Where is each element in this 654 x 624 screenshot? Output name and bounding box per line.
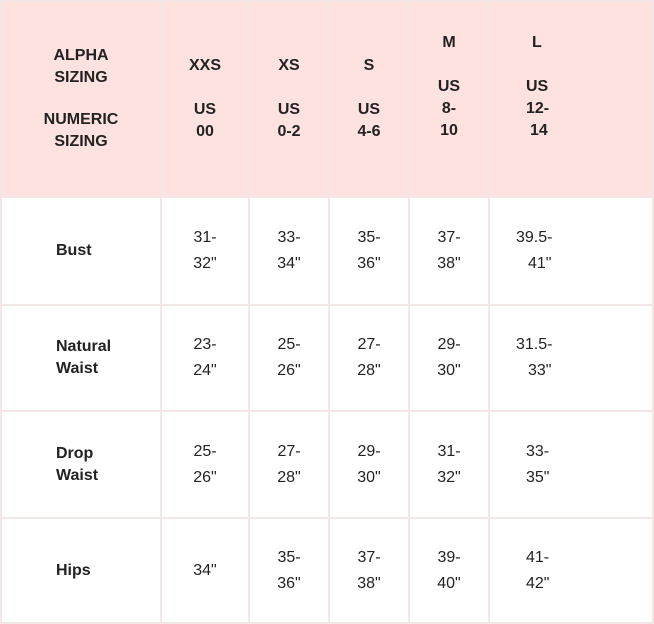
measurement-cell <box>161 197 249 305</box>
measurement-cell <box>249 411 329 518</box>
measurement-line1: 31- <box>437 442 461 460</box>
row-label <box>1 305 161 411</box>
row-label <box>1 518 161 623</box>
measurement-cell <box>249 518 329 623</box>
alpha-sizing-label-line2: SIZING <box>54 69 108 86</box>
measurement-line1: 34" <box>193 561 217 579</box>
measurement-line1: 37- <box>357 548 381 566</box>
size-alpha: XS <box>278 57 300 74</box>
measurement-line1: 41- <box>526 548 550 566</box>
measurement-row-bust <box>1 197 653 305</box>
size-alpha: XXS <box>188 57 221 74</box>
row-label-line1: Natural <box>56 338 112 355</box>
measurement-cell <box>161 305 249 411</box>
row-label <box>1 411 161 518</box>
size-col-xxs <box>161 1 249 197</box>
measurement-line1: 31- <box>193 229 217 246</box>
size-us-label: US <box>526 78 549 95</box>
size-col-l <box>489 1 653 197</box>
measurement-line2: 36" <box>277 574 301 592</box>
measurement-cell <box>409 411 489 518</box>
measurement-line1: 35- <box>357 229 381 246</box>
alpha-sizing-label-line1: ALPHA <box>53 47 109 64</box>
measurement-cell <box>409 518 489 623</box>
size-us-value-line2: 14 <box>530 122 548 139</box>
measurement-line2: 38" <box>437 255 461 272</box>
row-label-line2: Waist <box>56 360 99 377</box>
size-us-value: 0-2 <box>277 123 301 140</box>
numeric-sizing-label-line2: SIZING <box>54 133 108 150</box>
measurement-line1: 39.5- <box>516 229 553 246</box>
size-us-label: US <box>437 78 461 95</box>
measurement-row-drop-waist <box>1 411 653 518</box>
row-label-line1: Bust <box>56 242 92 259</box>
measurement-line2: 24" <box>193 362 217 379</box>
measurement-line2: 34" <box>277 255 301 272</box>
measurement-line2: 33" <box>528 362 552 379</box>
measurement-cell <box>329 305 409 411</box>
size-us-value-line1: 12- <box>526 100 550 117</box>
measurement-line1: 35- <box>277 548 301 566</box>
measurement-line1: 25- <box>277 336 301 353</box>
measurement-cell <box>249 305 329 411</box>
measurement-line1: 27- <box>357 336 381 353</box>
measurement-line2: 26" <box>193 468 217 486</box>
measurement-cell <box>489 518 653 623</box>
size-us-label: US <box>277 101 301 118</box>
measurement-line2: 38" <box>357 574 381 592</box>
size-alpha: L <box>532 34 542 51</box>
measurement-line2: 30" <box>437 362 461 379</box>
measurement-line2: 41" <box>528 255 552 272</box>
row-label <box>1 197 161 305</box>
measurement-line1: 25- <box>193 442 217 460</box>
measurement-cell <box>329 197 409 305</box>
measurement-cell <box>161 518 249 623</box>
measurement-line1: 31.5- <box>516 336 553 353</box>
size-col-s <box>329 1 409 197</box>
measurement-line1: 37- <box>437 229 461 246</box>
measurement-cell <box>249 197 329 305</box>
row-label-line1: Drop <box>56 444 94 462</box>
size-us-value: 00 <box>196 123 214 140</box>
measurement-line1: 27- <box>277 442 301 460</box>
size-col-xs <box>249 1 329 197</box>
row-label-line2: Waist <box>56 466 99 484</box>
measurement-row-natural-waist <box>1 305 653 411</box>
measurement-line1: 39- <box>437 548 461 566</box>
measurement-line1: 29- <box>357 442 381 460</box>
size-us-value-line2: 10 <box>440 122 458 139</box>
measurement-line2: 28" <box>357 362 381 379</box>
measurement-line1: 29- <box>437 336 461 353</box>
header-row <box>1 1 653 197</box>
measurement-line1: 33- <box>277 229 301 246</box>
size-alpha: S <box>363 57 375 74</box>
measurement-line2: 28" <box>277 468 301 486</box>
measurement-line2: 30" <box>357 468 381 486</box>
numeric-sizing-label-line1: NUMERIC <box>43 111 119 128</box>
measurement-line2: 42" <box>526 574 550 592</box>
measurement-line2: 36" <box>357 255 381 272</box>
measurement-line2: 40" <box>437 574 461 592</box>
measurement-cell <box>489 411 653 518</box>
row-label-line1: Hips <box>56 561 91 579</box>
size-us-label: US <box>193 101 217 118</box>
measurement-line2: 26" <box>277 362 301 379</box>
measurement-cell <box>329 518 409 623</box>
measurement-row-hips <box>1 518 653 623</box>
size-us-value: 4-6 <box>357 123 381 140</box>
sizing-legend-cell <box>1 1 161 197</box>
measurement-line2: 32" <box>193 255 217 272</box>
measurement-line1: 33- <box>526 442 550 460</box>
size-us-value-line1: 8- <box>441 100 457 117</box>
size-us-label: US <box>357 101 381 118</box>
measurement-cell <box>489 197 653 305</box>
measurement-cell <box>161 411 249 518</box>
measurement-cell <box>329 411 409 518</box>
measurement-cell <box>489 305 653 411</box>
measurement-cell <box>409 197 489 305</box>
measurement-line2: 35" <box>526 468 550 486</box>
measurement-line1: 23- <box>193 336 217 353</box>
measurement-cell <box>409 305 489 411</box>
measurement-line2: 32" <box>437 468 461 486</box>
size-col-m <box>409 1 489 197</box>
size-alpha: M <box>442 34 456 51</box>
